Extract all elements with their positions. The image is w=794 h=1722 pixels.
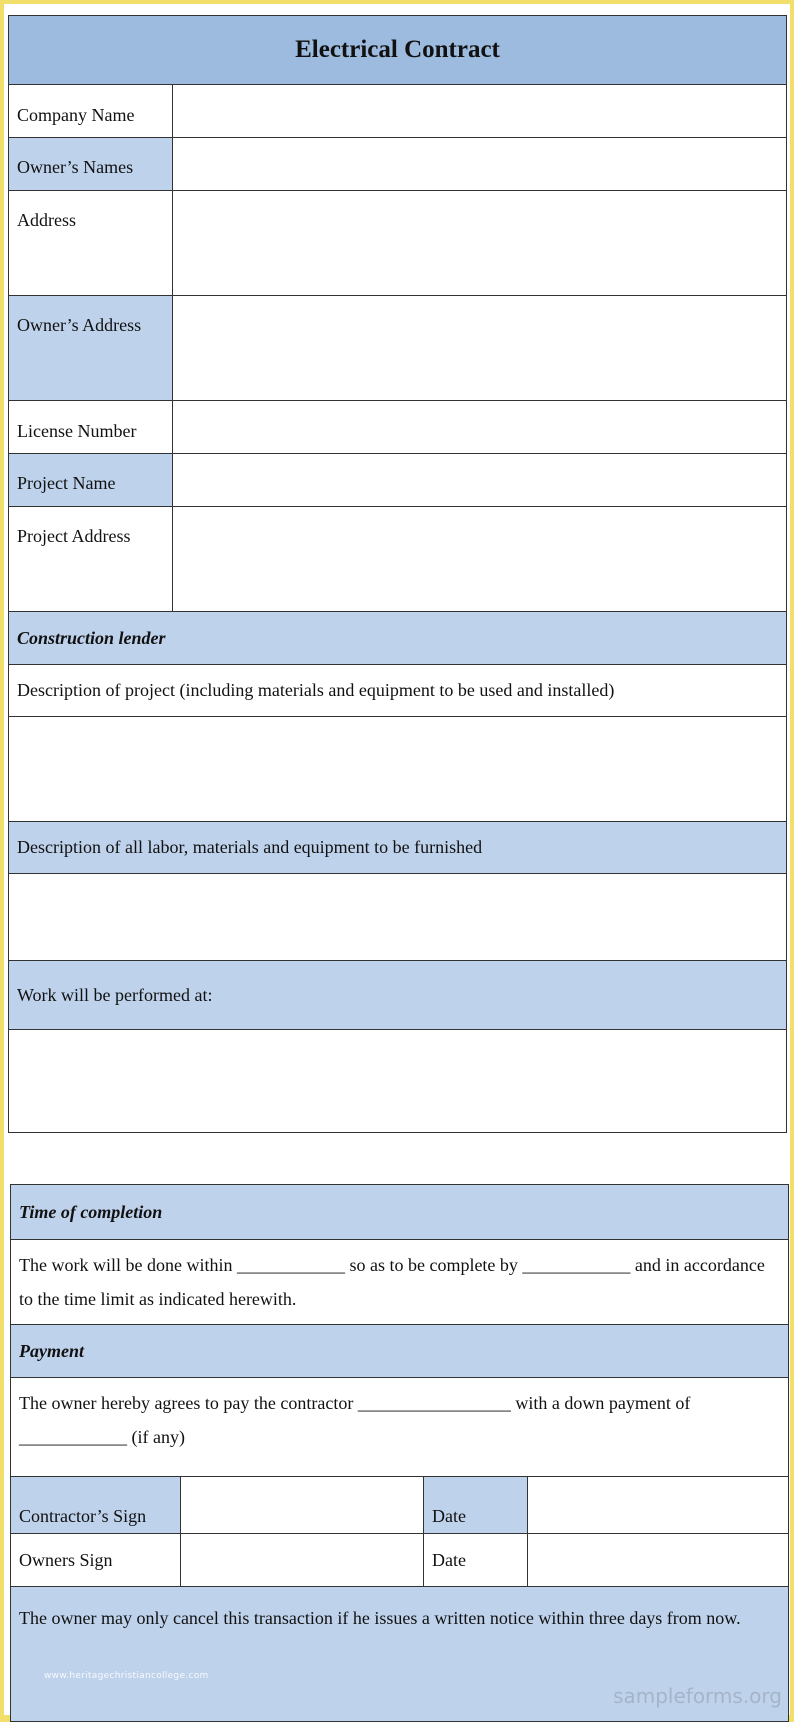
form-page — [4, 4, 790, 1715]
contract-table-top — [8, 15, 787, 1133]
owners-sign-label: Owners Sign — [11, 1534, 181, 1587]
project-address-label: Project Address — [9, 507, 173, 612]
owners-address-label: Owner’s Address — [9, 296, 173, 401]
work-performed-label: Work will be performed at: — [9, 961, 787, 1030]
form-title: Electrical Contract — [9, 16, 787, 85]
contractor-date-field[interactable] — [528, 1477, 789, 1534]
owners-address-field[interactable] — [173, 296, 787, 401]
contract-table-bottom — [10, 1184, 789, 1722]
watermark-right: sampleforms.org — [613, 1684, 782, 1708]
owners-date-label: Date — [424, 1534, 528, 1587]
payment-text: The owner hereby agrees to pay the contractor _________________ with a down payment of ____________ (if any) — [11, 1378, 789, 1477]
time-of-completion-heading: Time of completion — [11, 1185, 789, 1240]
license-number-label: License Number — [9, 401, 173, 454]
address-label: Address — [9, 191, 173, 296]
contractor-date-label: Date — [424, 1477, 528, 1534]
contractor-sign-field[interactable] — [181, 1477, 424, 1534]
owners-names-label: Owner’s Names — [9, 138, 173, 191]
description-project-label: Description of project (including materials and equipment to be used and installed) — [9, 665, 787, 717]
company-name-field[interactable] — [173, 85, 787, 138]
construction-lender-heading: Construction lender — [9, 612, 787, 665]
description-project-field[interactable] — [9, 717, 787, 822]
company-name-label: Company Name — [9, 85, 173, 138]
owners-sign-field[interactable] — [181, 1534, 424, 1587]
description-labor-field[interactable] — [9, 874, 787, 961]
project-name-field[interactable] — [173, 454, 787, 507]
license-number-field[interactable] — [173, 401, 787, 454]
description-labor-label: Description of all labor, materials and equipment to be furnished — [9, 822, 787, 874]
owners-names-field[interactable] — [173, 138, 787, 191]
contractor-sign-label: Contractor’s Sign — [11, 1477, 181, 1534]
watermark-left: www.heritagechristiancollege.com — [44, 1671, 209, 1681]
time-of-completion-text: The work will be done within ____________ so as to be complete by ____________ and in accordance to the time limit as indicated herewith. — [11, 1240, 789, 1325]
payment-heading: Payment — [11, 1325, 789, 1378]
work-performed-field[interactable] — [9, 1030, 787, 1133]
project-name-label: Project Name — [9, 454, 173, 507]
owners-date-field[interactable] — [528, 1534, 789, 1587]
project-address-field[interactable] — [173, 507, 787, 612]
address-field[interactable] — [173, 191, 787, 296]
cancel-notice-text: The owner may only cancel this transaction if he issues a written notice within three days from now. — [11, 1587, 789, 1722]
